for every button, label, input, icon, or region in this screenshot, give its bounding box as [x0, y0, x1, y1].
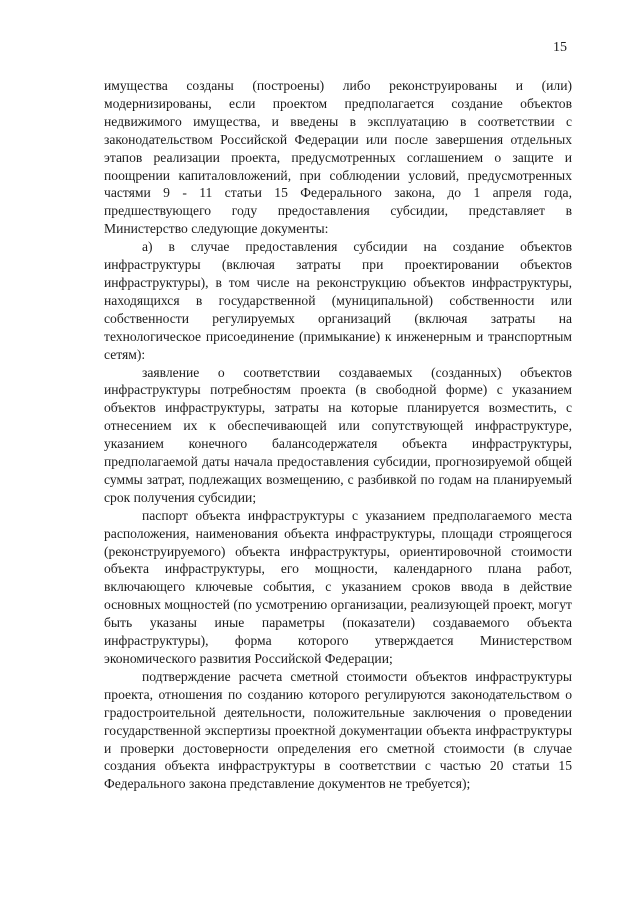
paragraph-application: заявление о соответствии создаваемых (созданных) объектов инфраструктуры потребностям проекта (в свободной форме) с указанием объектов инфраструктуры, затраты на которые планируется возместить, с отнесением их к обеспечивающей или сопутствующей инфраструктуре, указанием конечного балансодержателя объекта инфраструктуры, предполагаемой даты начала предоставления субсидии, прогнозируемой общей суммы затрат, подлежащих возмещению, с разбивкой по годам на планируемый срок получения субсидии;	[104, 364, 572, 505]
paragraph-cost-confirmation: подтверждение расчета сметной стоимости объектов инфраструктуры проекта, отношения по созданию которого регулируются законодательством о градостроительной деятельности, положительные заключения о проведении государственной экспертизы проектной документации объекта инфраструктуры и проверки достоверности определения его сметной стоимости (в случае создания объекта инфраструктуры в соответствии с частью 20 статьи 15 Федерального закона представление документов не требуется);	[104, 668, 572, 792]
paragraph-continuation: имущества созданы (построены) либо реконструированы и (или) модернизированы, если проектом предполагается создание объектов недвижимого имущества, и введены в эксплуатацию в соответствии с законодательством Российской Федерации или после завершения отдельных этапов реализации проекта, предусмотренных соглашением о защите и поощрении капиталовложений, при соблюдении условий, предусмотренных частями 9 - 11 статьи 15 Федерального закона, до 1 апреля года, предшествующего году предоставления субсидии, представляет в Министерство следующие документы:	[104, 78, 572, 237]
document-body	[104, 77, 572, 793]
paragraph-passport: паспорт объекта инфраструктуры с указанием предполагаемого места расположения, наименования объекта инфраструктуры, площади строящегося (реконструируемого) объекта инфраструктуры, ориентировочной стоимости объекта инфраструктуры, его мощности, календарного плана работ, включающего ключевые события, с указанием сроков ввода в действие основных мощностей (по усмотрению организации, реализующей проект, могут быть указаны иные параметры (показатели) создаваемого объекта инфраструктуры), форма которого утверждается Министерством экономического развития Российской Федерации;	[104, 507, 572, 666]
page-number: 15	[553, 40, 567, 55]
paragraph-item-a: а) в случае предоставления субсидии на создание объектов инфраструктуры (включая затраты при проектировании объектов инфраструктуры), в том числе на реконструкцию объектов инфраструктуры, находящихся в государственной (муниципальной) собственности или собственности регулируемых организаций (включая затраты на технологическое присоединение (примыкание) к инженерным и транспортным сетям):	[104, 239, 572, 362]
